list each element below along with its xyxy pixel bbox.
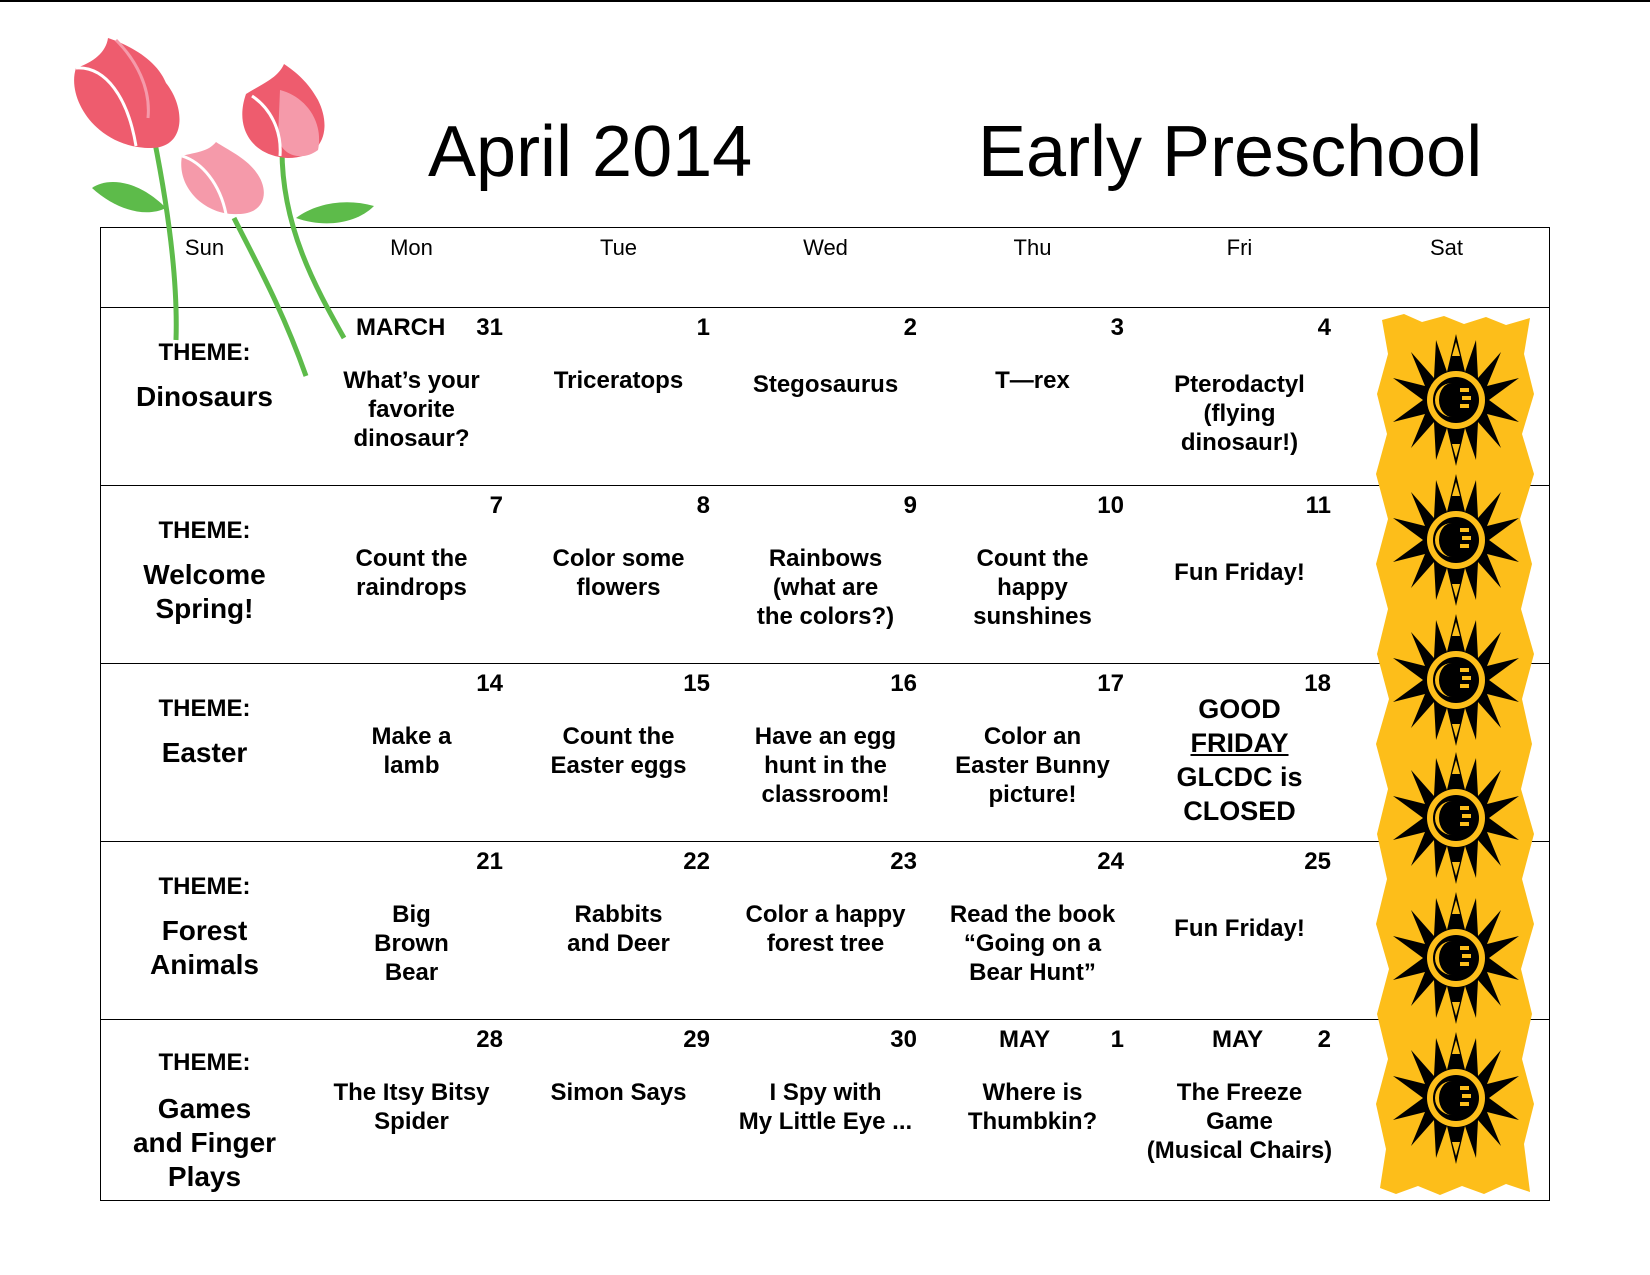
- activity-line: Thumbkin?: [967, 1108, 1098, 1135]
- day-cell: [1136, 842, 1343, 1020]
- theme-line: Games: [157, 1093, 252, 1124]
- activity-line: Spider: [374, 1108, 449, 1135]
- theme-line: Easter: [161, 737, 248, 768]
- day-header-mon: Mon: [390, 235, 433, 260]
- activity-line: Rainbows: [768, 545, 883, 572]
- day-number: 14: [476, 670, 503, 697]
- day-number: 2: [1317, 1026, 1331, 1053]
- day-number: 1: [1110, 1026, 1124, 1053]
- day-number: 1: [696, 314, 710, 341]
- activity-line: Bear: [384, 959, 439, 986]
- activity-line: Game: [1206, 1108, 1273, 1135]
- sun-icon: [1393, 1032, 1519, 1164]
- day-cell: [1136, 486, 1343, 664]
- activity-text: [929, 1078, 1136, 1136]
- activity-text: [722, 900, 929, 958]
- activity-text: [1136, 1078, 1343, 1165]
- activity-line: (flying: [1203, 400, 1276, 427]
- activity-line: Count the: [562, 723, 675, 750]
- activity-line: Color a happy: [745, 901, 906, 928]
- activity-line: (what are: [772, 574, 879, 601]
- day-number: 17: [1097, 670, 1124, 697]
- theme-label: THEME:: [158, 695, 251, 722]
- activity-text: [515, 544, 722, 602]
- activity-line: dinosaur!): [1180, 429, 1299, 456]
- day-cell: [722, 308, 929, 486]
- activity-line: I Spy with: [769, 1079, 882, 1106]
- activity-line: “Going on a: [963, 930, 1102, 957]
- theme-label: THEME:: [158, 339, 251, 366]
- sun-icon: [1393, 892, 1519, 1024]
- activity-line: Simon Says: [550, 1079, 687, 1106]
- activity-line: Pterodactyl: [1174, 371, 1305, 398]
- activity-line: GLCDC is: [1176, 762, 1303, 792]
- activity-line: Count the: [976, 545, 1089, 572]
- day-cell: [722, 842, 929, 1020]
- theme-line: Plays: [167, 1161, 242, 1192]
- activity-line: sunshines: [973, 603, 1092, 630]
- activity-text: [722, 722, 929, 809]
- sun-icon: [1393, 334, 1519, 466]
- day-number: 15: [683, 670, 710, 697]
- activity-line: Read the book: [949, 901, 1116, 928]
- activity-line: the colors?): [756, 603, 895, 630]
- day-cell: [1136, 308, 1343, 486]
- roses-clipart: [56, 38, 386, 378]
- day-number: 10: [1097, 492, 1124, 519]
- closure-notice: [1136, 692, 1343, 828]
- activity-line: Easter eggs: [550, 752, 687, 779]
- month-prefix: MAY: [1212, 1026, 1264, 1053]
- day-cell: [929, 842, 1136, 1020]
- day-number: 7: [489, 492, 503, 519]
- activity-line: and Deer: [567, 930, 670, 957]
- day-number: 8: [696, 492, 710, 519]
- sun-icon: [1393, 614, 1519, 746]
- activity-line: dinosaur?: [353, 425, 470, 452]
- day-header-wed: Wed: [803, 235, 848, 260]
- theme-cell: [101, 486, 308, 664]
- activity-line: lamb: [383, 752, 440, 779]
- theme-cell: [101, 1020, 308, 1198]
- theme-label: THEME:: [158, 1049, 251, 1076]
- activity-text: [308, 722, 515, 780]
- day-cell: [515, 486, 722, 664]
- top-border-line: [0, 0, 1650, 2]
- activity-line: Big: [392, 901, 431, 928]
- activity-text: [1136, 558, 1343, 587]
- activity-line: happy: [997, 574, 1068, 601]
- activity-text: [929, 900, 1136, 987]
- activity-line: The Itsy Bitsy: [333, 1079, 490, 1106]
- activity-text: [929, 544, 1136, 631]
- day-number: 11: [1305, 492, 1331, 519]
- day-cell: [1136, 1020, 1343, 1198]
- day-header-sun: Sun: [184, 235, 225, 260]
- day-number: 21: [476, 848, 503, 875]
- activity-line: What’s your: [343, 367, 480, 394]
- activity-text: [722, 544, 929, 631]
- month-prefix: MARCH: [356, 314, 446, 341]
- activity-line: T—rex: [995, 367, 1070, 394]
- activity-line: Stegosaurus: [752, 371, 899, 398]
- activity-text: [308, 544, 515, 602]
- activity-text: [308, 900, 515, 987]
- day-cell: [308, 664, 515, 842]
- activity-line: GOOD: [1198, 694, 1281, 724]
- theme-line: Forest: [161, 915, 248, 946]
- day-number: 3: [1110, 314, 1124, 341]
- theme-line: Spring!: [155, 593, 254, 624]
- activity-line: Triceratops: [553, 367, 684, 394]
- day-header-tue: Tue: [599, 235, 638, 260]
- calendar-month-title: April 2014: [428, 112, 753, 192]
- day-cell: [722, 1020, 929, 1198]
- activity-text: [515, 722, 722, 780]
- day-cell: [515, 842, 722, 1020]
- day-number: 29: [683, 1026, 710, 1053]
- theme-name: [101, 380, 308, 414]
- activity-text: [929, 366, 1136, 395]
- day-cell: [929, 308, 1136, 486]
- activity-text: [722, 1078, 929, 1136]
- theme-name: [101, 1092, 308, 1194]
- theme-line: Animals: [150, 949, 259, 980]
- activity-line: raindrops: [356, 574, 467, 601]
- theme-line: and Finger: [132, 1127, 277, 1158]
- day-number: 18: [1304, 670, 1331, 697]
- day-number: 31: [476, 314, 503, 341]
- activity-text: [1136, 370, 1343, 457]
- day-number: 23: [890, 848, 917, 875]
- activity-line: CLOSED: [1183, 796, 1296, 826]
- activity-line: Color some: [552, 545, 685, 572]
- day-header-sat: Sat: [1429, 235, 1464, 260]
- day-cell: [308, 842, 515, 1020]
- activity-line: Color an: [983, 723, 1082, 750]
- theme-name: [101, 736, 308, 770]
- activity-line: My Little Eye ...: [738, 1108, 913, 1135]
- activity-line: Easter Bunny: [955, 752, 1110, 779]
- activity-line: Where is: [982, 1079, 1083, 1106]
- day-cell: [308, 486, 515, 664]
- activity-text: [1136, 914, 1343, 943]
- activity-line: FRIDAY: [1190, 728, 1289, 758]
- activity-text: [308, 1078, 515, 1136]
- activity-line: picture!: [988, 781, 1077, 808]
- day-header-thu: Thu: [1013, 235, 1052, 260]
- day-number: 28: [476, 1026, 503, 1053]
- day-cell: [722, 486, 929, 664]
- day-number: 30: [890, 1026, 917, 1053]
- activity-line: Have an egg: [754, 723, 897, 750]
- day-cell: [929, 664, 1136, 842]
- day-cell: [515, 308, 722, 486]
- day-number: 25: [1304, 848, 1331, 875]
- activity-text: [515, 1078, 722, 1107]
- activity-text: [515, 900, 722, 958]
- activity-line: classroom!: [761, 781, 890, 808]
- day-cell: [1136, 664, 1343, 842]
- activity-line: flowers: [576, 574, 661, 601]
- day-cell: [722, 664, 929, 842]
- saturday-sun-strip: [1374, 314, 1538, 1196]
- activity-line: forest tree: [766, 930, 885, 957]
- day-number: 2: [903, 314, 917, 341]
- activity-text: [722, 370, 929, 399]
- activity-line: The Freeze: [1176, 1079, 1303, 1106]
- activity-line: Bear Hunt”: [969, 959, 1096, 986]
- activity-line: Fun Friday!: [1174, 559, 1305, 586]
- theme-cell: [101, 664, 308, 842]
- sun-icon: [1393, 474, 1519, 606]
- activity-line: favorite: [368, 396, 455, 423]
- activity-text: [929, 722, 1136, 809]
- theme-name: [101, 558, 308, 626]
- theme-name: [101, 914, 308, 982]
- school-title: Early Preschool: [978, 112, 1483, 192]
- day-number: 22: [683, 848, 710, 875]
- activity-line: Brown: [374, 930, 449, 957]
- activity-line: hunt in the: [764, 752, 887, 779]
- activity-line: Rabbits: [574, 901, 663, 928]
- activity-line: Count the: [355, 545, 468, 572]
- activity-line: (Musical Chairs): [1146, 1137, 1333, 1164]
- day-header-fri: Fri: [1226, 235, 1253, 260]
- day-number: 24: [1097, 848, 1124, 875]
- day-number: 16: [890, 670, 917, 697]
- month-prefix: MAY: [999, 1026, 1051, 1053]
- sun-icon: [1393, 752, 1519, 884]
- activity-line: Fun Friday!: [1174, 915, 1305, 942]
- day-cell: [308, 1020, 515, 1198]
- theme-line: Dinosaurs: [136, 381, 273, 412]
- day-number: 4: [1317, 314, 1331, 341]
- day-cell: [515, 1020, 722, 1198]
- activity-text: [515, 366, 722, 395]
- theme-cell: [101, 842, 308, 1020]
- theme-label: THEME:: [158, 517, 251, 544]
- day-cell: [929, 486, 1136, 664]
- theme-line: Welcome: [143, 559, 266, 590]
- activity-text: [308, 366, 515, 453]
- day-cell: [929, 1020, 1136, 1198]
- activity-line: Make a: [371, 723, 452, 750]
- day-cell: [515, 664, 722, 842]
- day-number: 9: [903, 492, 917, 519]
- theme-label: THEME:: [158, 873, 251, 900]
